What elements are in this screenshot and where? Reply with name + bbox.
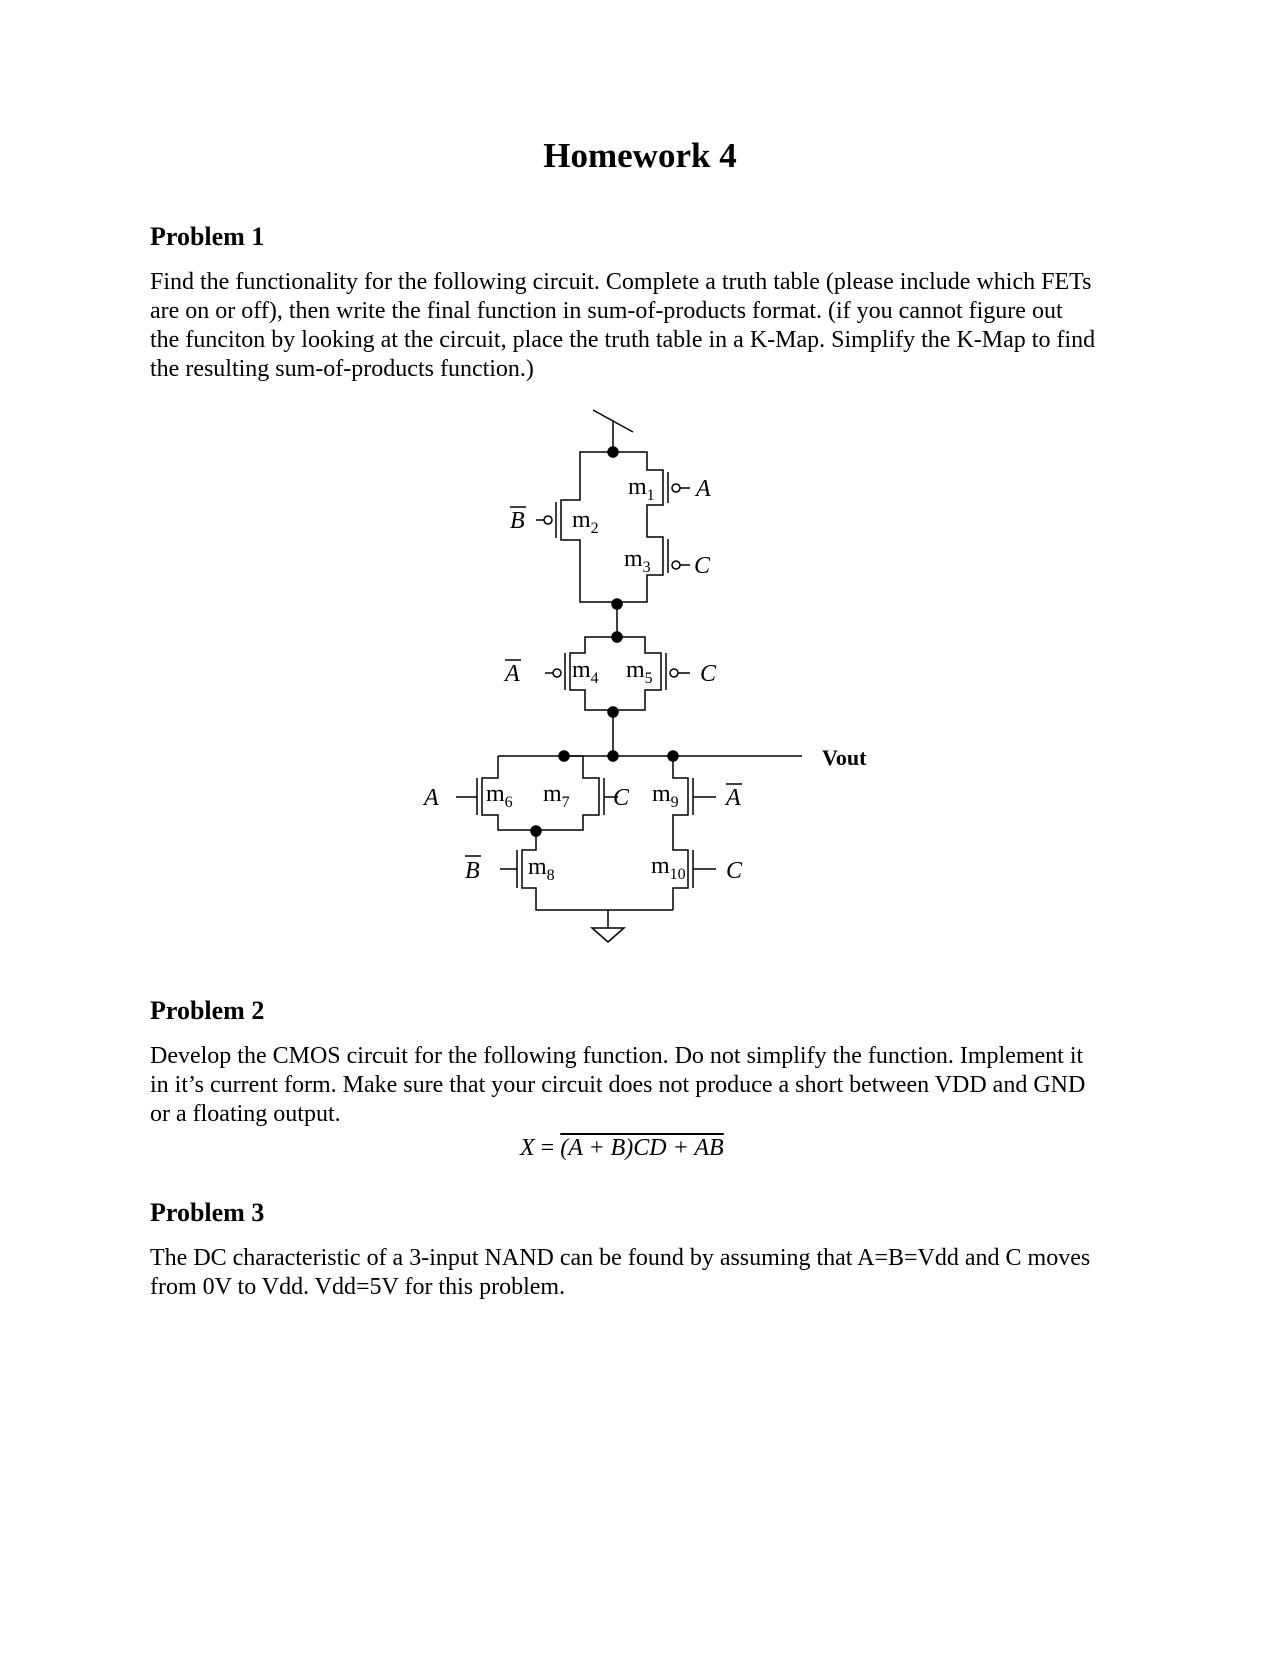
- m10-sub: 10: [669, 866, 686, 883]
- m10-label: [651, 853, 686, 883]
- m3-label: [624, 546, 651, 576]
- m4-bubble: [553, 669, 561, 677]
- m10-name: m: [651, 853, 670, 879]
- page-title: Homework 4: [543, 136, 737, 175]
- m4-label: [572, 657, 599, 687]
- m2-name: m: [572, 507, 591, 533]
- problem-3-line: from 0V to Vdd. Vdd=5V for this problem.: [150, 1274, 566, 1300]
- m1-sub: 1: [646, 487, 655, 504]
- m6-name: m: [486, 781, 505, 807]
- m7-name: m: [543, 781, 562, 807]
- m2-bubble: [544, 516, 552, 524]
- m3-gate-label: C: [694, 553, 711, 579]
- problem-3-line: The DC characteristic of a 3-input NAND can be found by assuming that A=B=Vdd and C moves: [150, 1245, 1091, 1271]
- m3-bubble: [672, 561, 680, 569]
- m1-gate-label: A: [696, 476, 711, 502]
- problem-2-line: or a floating output.: [150, 1101, 341, 1127]
- problem-2-text: [150, 1042, 1135, 1129]
- m1-label: [628, 474, 655, 504]
- m1-bubble: [672, 484, 680, 492]
- problem-2-line: Develop the CMOS circuit for the following function. Do not simplify the function. Implement it: [150, 1043, 1084, 1069]
- m7-label: [543, 781, 570, 811]
- m3-sub: 3: [642, 559, 651, 576]
- problem-1-line: are on or off), then write the final function in sum-of-products format. (if you cannot figure out: [150, 298, 1063, 324]
- problem-1-line: the funciton by looking at the circuit, place the truth table in a K-Map. Simplify the K-Map to find: [150, 327, 1096, 353]
- equation-rhs: (A + B)CD + AB: [560, 1135, 724, 1161]
- m5-gate-label: C: [700, 661, 717, 687]
- gnd-symbol: [592, 910, 624, 942]
- m2-label: [572, 507, 599, 537]
- m8-name: m: [528, 854, 547, 880]
- m2-gate-label: B: [510, 508, 525, 534]
- m9-sub: 9: [670, 794, 679, 811]
- m6-sub: 6: [504, 794, 513, 811]
- problem-2-line: in it’s current form. Make sure that your circuit does not produce a short between VDD and GND: [150, 1072, 1086, 1098]
- m5-sub: 5: [644, 670, 653, 687]
- m2-sub: 2: [590, 520, 599, 537]
- problem-2-equation: [520, 1135, 724, 1162]
- problem-3-text: [150, 1244, 1135, 1302]
- m6-label: [486, 781, 513, 811]
- vdd-symbol: [593, 410, 633, 450]
- m1-name: m: [628, 474, 647, 500]
- vout-label: Vout: [822, 745, 867, 770]
- wire: [670, 756, 688, 910]
- m3-name: m: [624, 546, 643, 572]
- m4-name: m: [572, 657, 591, 683]
- m6-gate-label: A: [424, 785, 439, 811]
- problem-2-heading: Problem 2: [150, 996, 265, 1025]
- m9-label: [652, 781, 679, 811]
- node-dot: [608, 751, 618, 761]
- m5-bubble: [670, 669, 678, 677]
- m8-sub: 8: [546, 867, 555, 884]
- problem-3-heading: Problem 3: [150, 1198, 265, 1227]
- problem-1-line: Find the functionality for the following circuit. Complete a truth table (please include which FETs: [150, 269, 1092, 295]
- m8-gate-label: B: [465, 858, 480, 884]
- problem-1-line: the resulting sum-of-products function.): [150, 356, 534, 382]
- m8-label: [528, 854, 555, 884]
- m5-label: [626, 657, 653, 687]
- m5-name: m: [626, 657, 645, 683]
- m9-name: m: [652, 781, 671, 807]
- m4-gate-label: A: [505, 661, 520, 687]
- m4-sub: 4: [590, 670, 599, 687]
- equation-lhs: X: [520, 1135, 535, 1161]
- problem-1-heading: Problem 1: [150, 222, 265, 251]
- m7-gate-label: C: [613, 785, 630, 811]
- m7-sub: 7: [561, 794, 570, 811]
- m10-gate-label: C: [726, 858, 743, 884]
- m9-gate-label: A: [726, 785, 741, 811]
- equation-equals: =: [540, 1135, 555, 1161]
